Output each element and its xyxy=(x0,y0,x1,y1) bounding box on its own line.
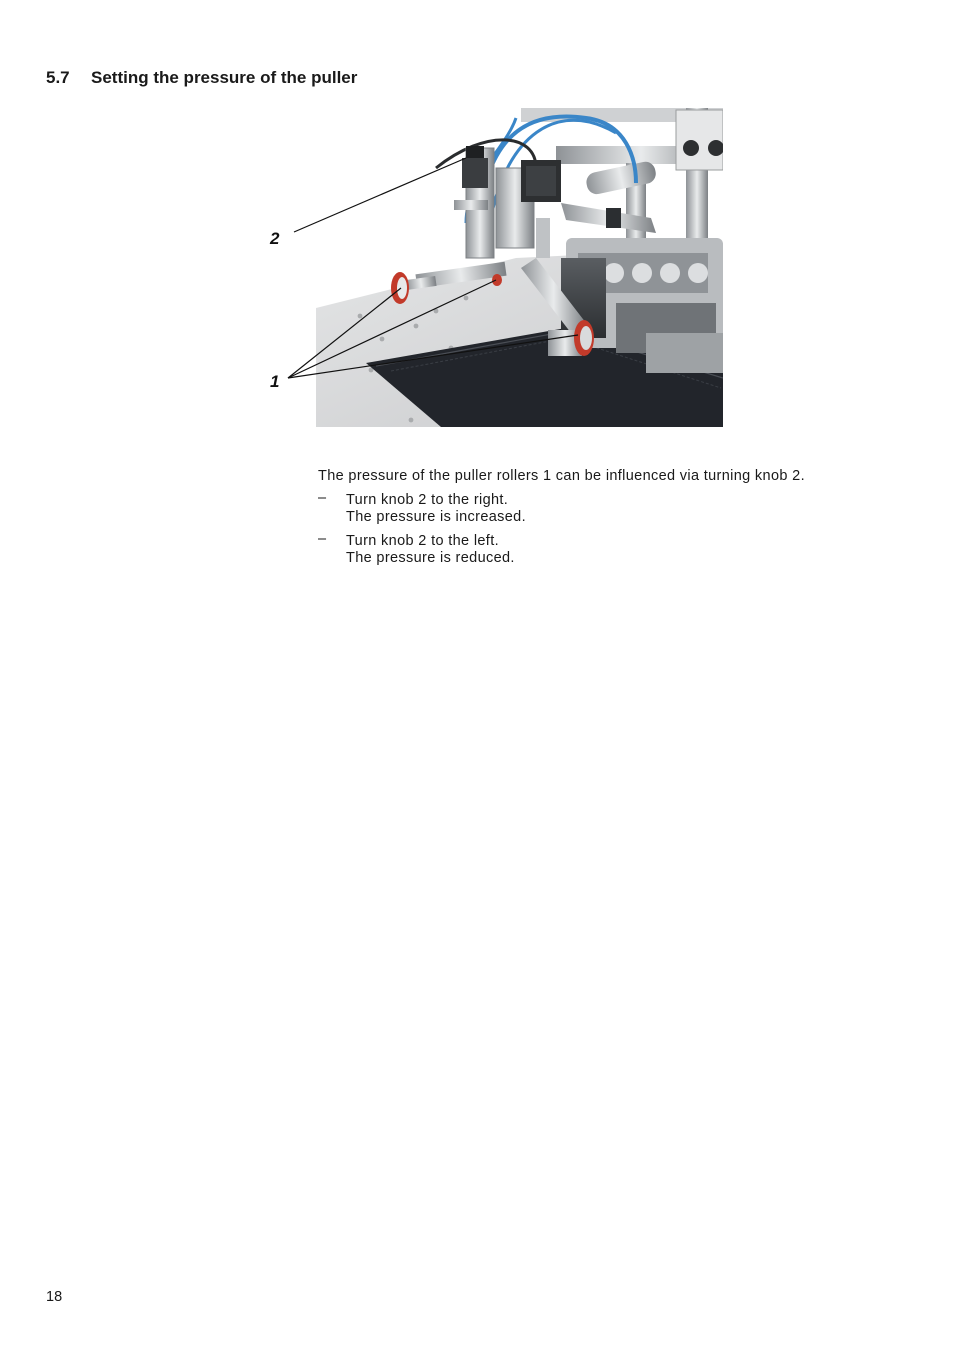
step-marker: – xyxy=(318,531,327,547)
callout-rollers: 1 xyxy=(270,372,280,391)
section-heading xyxy=(46,68,357,88)
section-title: Setting the pressure of the puller xyxy=(91,68,358,87)
intro-text: The pressure of the puller rollers 1 can be influenced via turning knob 2. xyxy=(318,468,805,484)
step-item xyxy=(318,492,818,526)
section-number: 5.7 xyxy=(46,68,70,87)
step-result: The pressure is increased. xyxy=(346,509,526,525)
callout-knob: 2 xyxy=(270,229,280,248)
step-marker: – xyxy=(318,490,327,506)
step-action: Turn knob 2 to the right. xyxy=(346,492,509,508)
step-item xyxy=(318,533,818,567)
step-result: The pressure is reduced. xyxy=(346,550,515,566)
page-number: 18 xyxy=(46,1289,63,1305)
step-action: Turn knob 2 to the left. xyxy=(346,533,499,549)
machine-photo xyxy=(316,108,723,427)
instructions xyxy=(318,468,818,574)
